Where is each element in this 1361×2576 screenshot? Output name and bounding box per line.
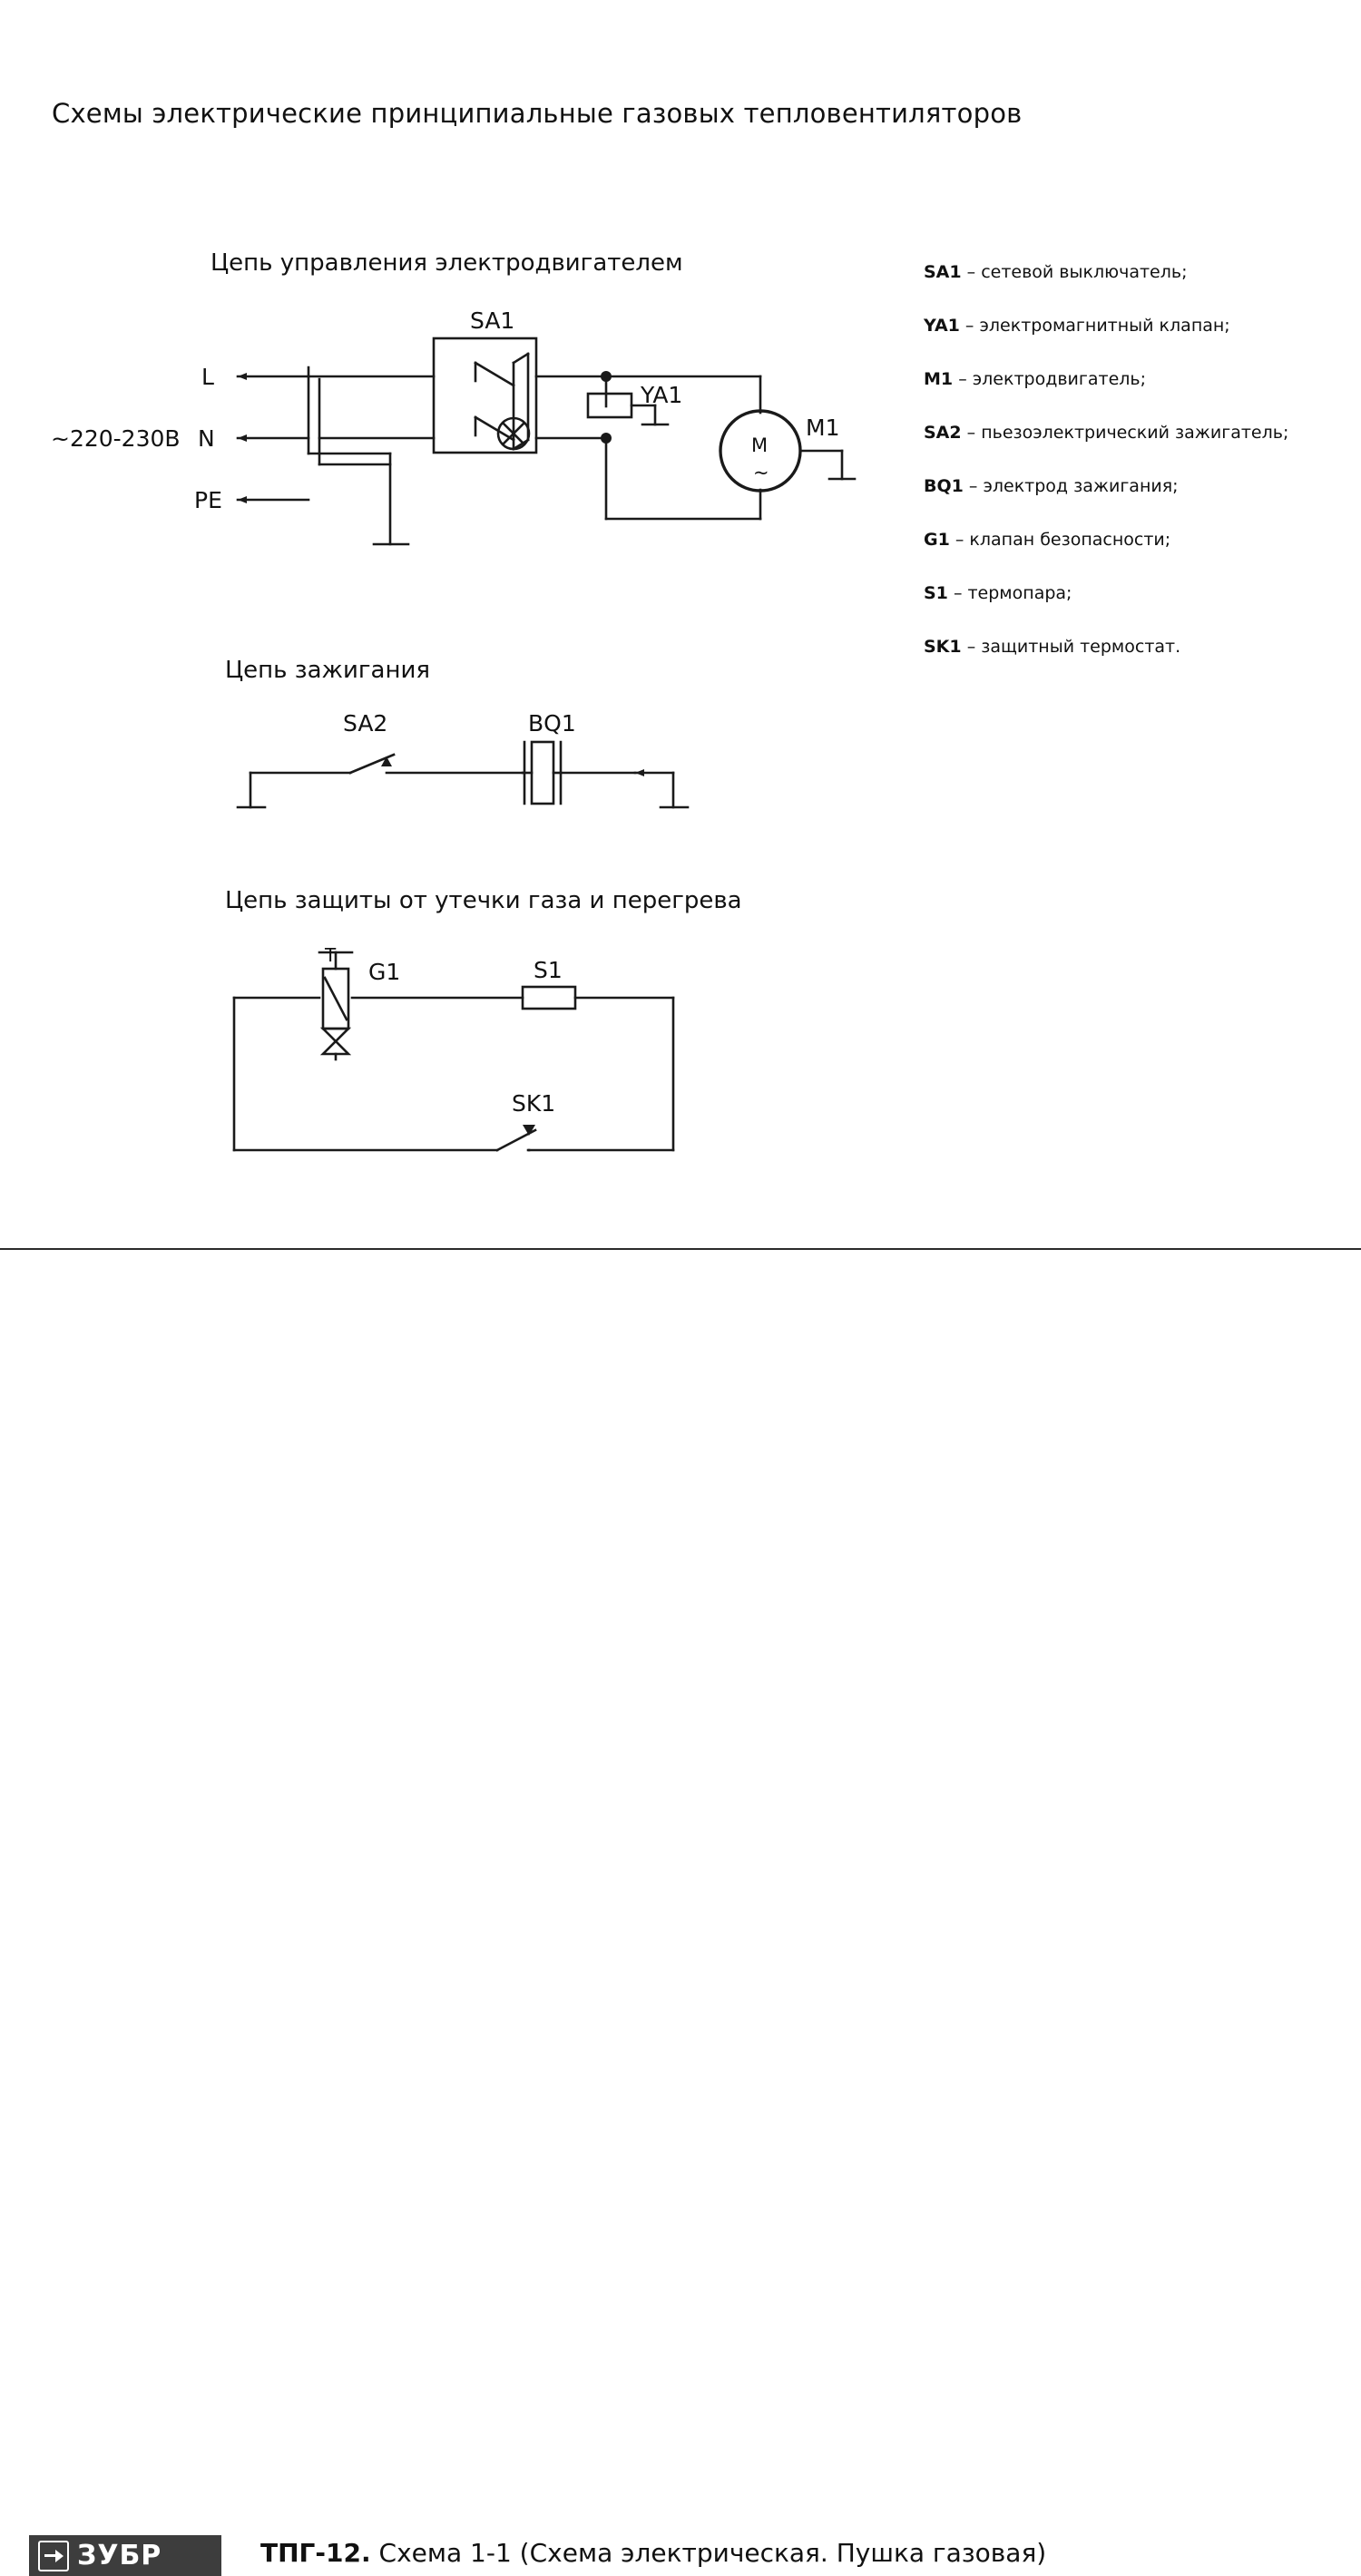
legend-item	[924, 315, 1341, 337]
legend-item	[924, 636, 1341, 658]
circuit-protection	[234, 952, 673, 1150]
label-SA2: SA2	[343, 710, 388, 737]
legend-text: – термопара;	[953, 583, 1072, 603]
legend-text: – сетевой выключатель;	[966, 262, 1188, 282]
circuit-ignition	[238, 742, 688, 807]
legend-text: – электрод зажигания;	[968, 476, 1179, 496]
legend-code: M1	[924, 369, 954, 389]
footer-caption	[260, 2538, 1046, 2568]
legend-text: – электромагнитный клапан;	[964, 316, 1230, 336]
legend-item	[924, 422, 1341, 444]
legend-code: SA2	[924, 423, 962, 443]
label-SA1: SA1	[470, 307, 515, 334]
label-terminal-L: L	[201, 364, 214, 390]
brand-badge	[29, 2535, 221, 2576]
label-S1: S1	[534, 957, 563, 983]
brand-name: ЗУБР	[77, 2540, 162, 2571]
section-title-ignition: Цепь зажигания	[225, 657, 430, 684]
label-valve-marker: T	[325, 944, 337, 966]
label-supply-voltage: ~220-230В	[51, 425, 181, 452]
label-M1: M1	[806, 415, 840, 441]
legend-item	[924, 582, 1341, 604]
label-BQ1: BQ1	[528, 710, 576, 737]
legend-item	[924, 529, 1341, 551]
legend-item	[924, 261, 1341, 283]
page-title: Схемы электрические принципиальные газовых тепловентиляторов	[52, 98, 1023, 129]
label-YA1: YA1	[641, 382, 683, 408]
section-title-protection: Цепь защиты от утечки газа и перегрева	[225, 887, 742, 914]
label-motor-symbol-M: M	[751, 434, 769, 456]
brand-logo-icon	[38, 2541, 69, 2571]
caption-text: Схема 1-1 (Схема электрическая. Пушка газовая)	[378, 2538, 1047, 2568]
section-title-motor-control: Цепь управления электродвигателем	[211, 249, 683, 277]
footer	[0, 1250, 1361, 2571]
legend-text: – защитный термостат.	[966, 637, 1181, 657]
model-code: ТПГ-12.	[260, 2538, 371, 2568]
legend-code: G1	[924, 530, 950, 550]
label-SK1: SK1	[512, 1090, 556, 1117]
legend-text: – клапан безопасности;	[955, 530, 1171, 550]
legend-code: SA1	[924, 262, 962, 282]
label-G1: G1	[368, 959, 401, 985]
legend-code: SK1	[924, 637, 962, 657]
legend-text: – пьезоэлектрический зажигатель;	[966, 423, 1289, 443]
legend-list	[924, 261, 1341, 689]
legend-item	[924, 475, 1341, 497]
legend-item	[924, 368, 1341, 390]
legend-code: YA1	[924, 316, 960, 336]
legend-code: BQ1	[924, 476, 964, 496]
legend-code: S1	[924, 583, 948, 603]
label-terminal-PE: PE	[194, 487, 222, 513]
label-motor-symbol-ac: ~	[753, 462, 769, 483]
legend-text: – электродвигатель;	[958, 369, 1147, 389]
label-terminal-N: N	[198, 425, 215, 452]
